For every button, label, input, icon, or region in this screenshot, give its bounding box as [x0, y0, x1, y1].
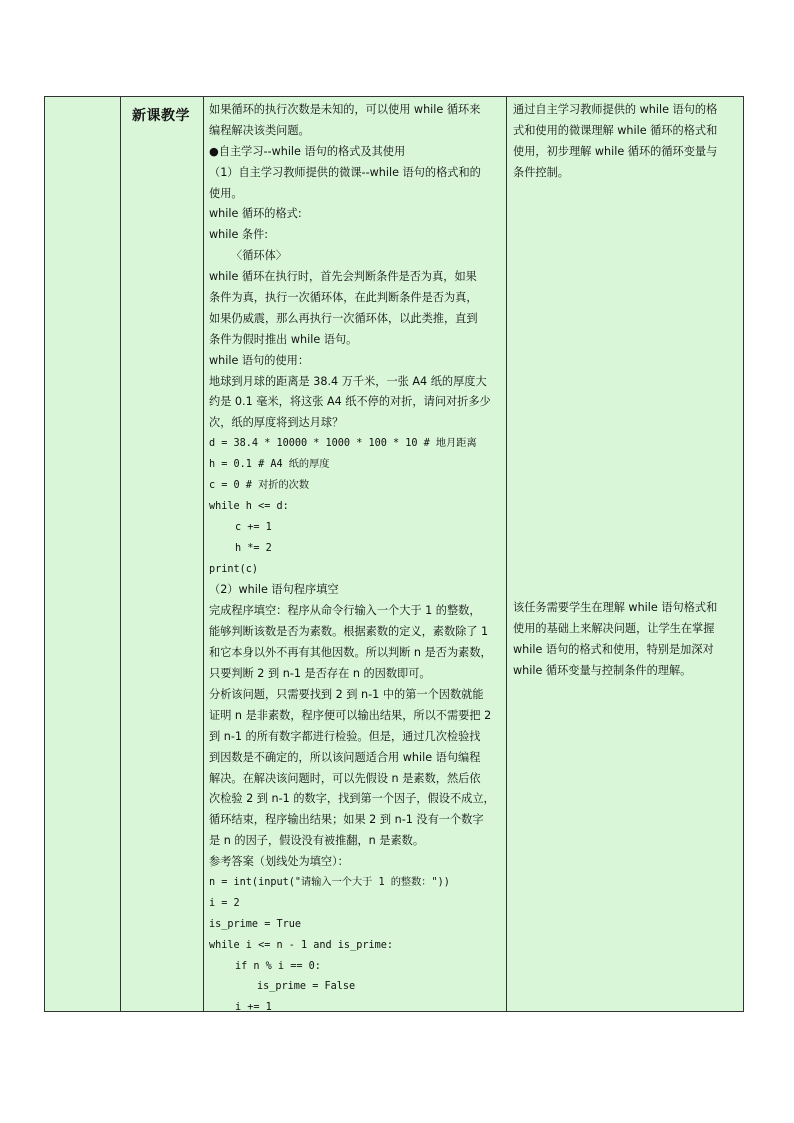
content-line: 是 n 的因子，假设没有被推翻，n 是素数。 [209, 834, 425, 848]
content-line: 条件为假时推出 while 语句。 [209, 332, 358, 346]
note2-line: 该任务需要学生在理解 while 语句格式和 [513, 601, 718, 614]
content-line: while 条件: [209, 228, 269, 242]
content-line: c += 1 [235, 521, 272, 533]
content-line: print(c) [209, 563, 259, 575]
content-line: is_prime = False [257, 981, 356, 993]
content-line: while i <= n - 1 and is_prime: [209, 939, 394, 951]
content-line: 条件为真，执行一次循环体，在此判断条件是否为真， [209, 291, 478, 305]
note1-line: 式和使用的微课理解 while 循环的格式和 [513, 123, 718, 137]
content-line: 次检验 2 到 n-1 的数字，找到第一个因子，假设不成立， [209, 792, 495, 806]
content-line: 循环结束，程序输出结果；如果 2 到 n-1 没有一个数字 [209, 813, 484, 827]
content-line: 如果循环的执行次数是未知的，可以使用 while 循环来 [209, 103, 481, 116]
content-line: 解决。在解决该问题时，可以先假设 n 是素数，然后依 [209, 771, 481, 785]
content-line: 分析该问题，只需要找到 2 到 n-1 中的第一个因数就能 [209, 687, 484, 701]
content-line: （1）自主学习教师提供的微课--while 语句的格式和的 [209, 165, 481, 179]
content-line: 地球到月球的距离是 38.4 万千米，一张 A4 纸的厚度大 [209, 374, 487, 388]
content-line: while h <= d: [209, 500, 289, 512]
content-line: 到因数是不确定的，所以该问题适合用 while 语句编程 [209, 750, 481, 764]
content-line: h = 0.1 # A4 纸的厚度 [209, 459, 330, 471]
content-line: 能够判断该数是否为素数。根据素数的定义，素数除了 1 [209, 625, 489, 639]
content-line: while 语句的使用： [209, 353, 310, 367]
content-line: 到 n-1 的所有数字都进行检验。但是，通过几次检验找 [209, 729, 481, 743]
design-note-1 [513, 100, 741, 184]
content-line: if n % i == 0: [235, 960, 321, 972]
note2-line: while 循环变量与控制条件的理解。 [513, 663, 692, 677]
content-line: 证明 n 是非素数，程序便可以输出结果，所以不需要把 2 [209, 708, 492, 722]
content-line: 编程解决该类问题。 [209, 123, 310, 137]
section-label: 新课教学 [132, 108, 190, 124]
content-line: n = int(input("请输入一个大于 1 的整数：")) [209, 876, 450, 888]
content-line: 次，纸的厚度将到达月球？ [209, 416, 344, 430]
note1-line: 使用，初步理解 while 循环的循环变量与 [513, 144, 718, 158]
content-line: h *= 2 [235, 542, 272, 554]
content-line: 只要判断 2 到 n-1 是否存在 n 的因数即可。 [209, 667, 431, 681]
content-line: ●自主学习--while 语句的格式及其使用 [209, 144, 406, 158]
content-line: 使用。 [209, 186, 243, 200]
note1-line: 通过自主学习教师提供的 while 语句的格 [513, 103, 718, 116]
content-line: 约是 0.1 毫米，将这张 A4 纸不停的对折，请问对折多少 [209, 395, 491, 409]
note2-line: while 语句的格式和使用，特别是加深对 [513, 642, 714, 656]
design-note-2 [513, 598, 741, 682]
content-line: 〈循环体〉 [231, 249, 287, 263]
content-line: while 循环在执行时，首先会判断条件是否为真，如果 [209, 270, 477, 284]
content-line: i += 1 [235, 1002, 272, 1014]
content-line: 如果仍威震，那么再执行一次循环体，以此类推，直到 [209, 311, 478, 325]
lesson-content [209, 100, 503, 1019]
content-line: while 循环的格式: [209, 207, 302, 221]
notes-column [507, 97, 743, 1011]
content-line: 参考答案（划线处为填空）： [209, 855, 349, 869]
content-line: is_prime = True [209, 918, 302, 930]
note1-line: 条件控制。 [513, 165, 569, 179]
section-column [121, 97, 204, 1011]
content-line: c = 0 # 对折的次数 [209, 480, 310, 492]
content-column [204, 97, 507, 1014]
content-line: 完成程序填空：程序从命令行输入一个大于 1 的整数， [209, 604, 481, 618]
content-line: （2）while 语句程序填空 [209, 583, 339, 597]
content-line: i = 2 [209, 897, 240, 909]
lesson-plan-table [44, 96, 744, 1012]
blank-column [45, 97, 121, 1011]
content-line: d = 38.4 * 10000 * 1000 * 100 * 10 # 地月距离 [209, 438, 477, 450]
note2-line: 使用的基础上来解决问题，让学生在掌握 [513, 621, 715, 635]
content-line: 和它本身以外不再有其他因数。所以判断 n 是否为素数， [209, 646, 492, 660]
